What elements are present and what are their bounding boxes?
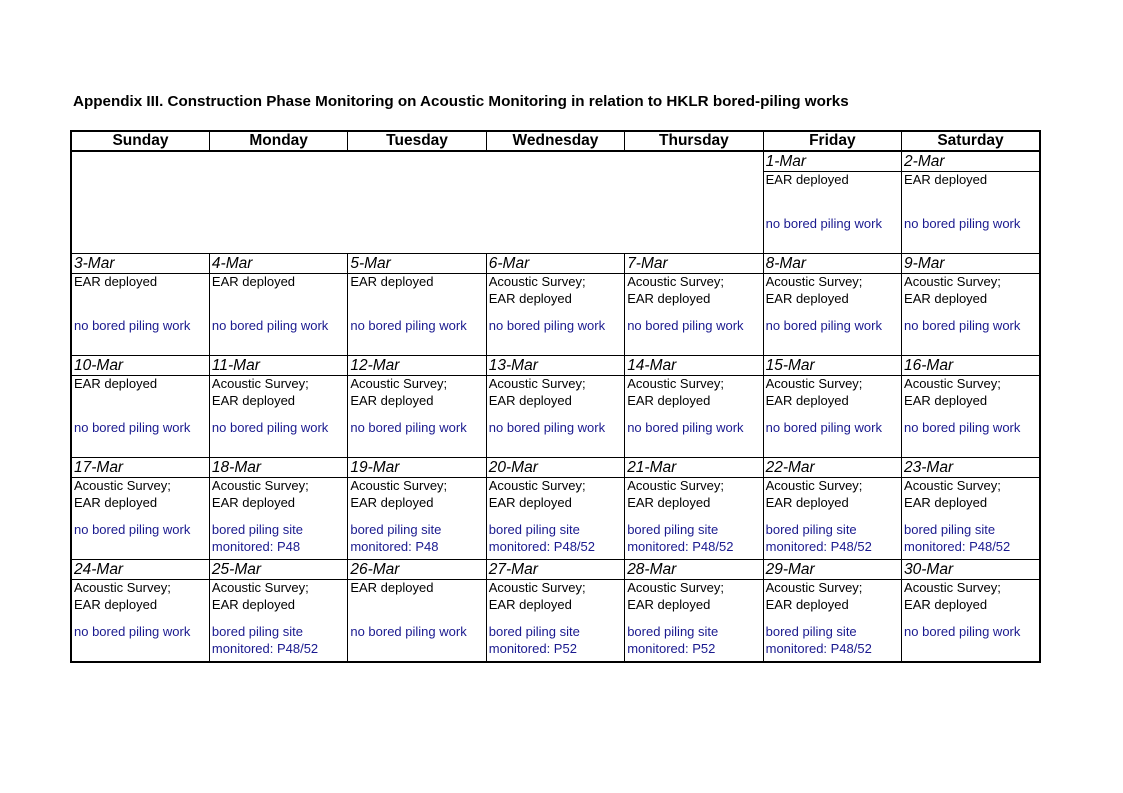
- day-piling-status-text: bored piling site monitored: P48/52: [765, 624, 872, 656]
- day-details-cell: [902, 580, 1040, 663]
- day-piling-status-text: no bored piling work: [74, 420, 191, 435]
- day-piling-status-text: no bored piling work: [904, 624, 1021, 639]
- weekday-header-sunday: Sunday: [71, 131, 209, 151]
- week-body-row: [71, 478, 1040, 560]
- day-piling-status-text: bored piling site monitored: P48/52: [211, 624, 319, 656]
- day-date-label: 1-Mar: [763, 151, 901, 172]
- monitoring-calendar-table: [70, 130, 1041, 663]
- day-activity-text: EAR deployed: [765, 172, 849, 187]
- day-piling-status-text: bored piling site monitored: P48/52: [627, 522, 734, 554]
- day-details-cell: [625, 274, 763, 356]
- day-date-label: 9-Mar: [902, 254, 1040, 274]
- weekday-header-saturday: Saturday: [902, 131, 1040, 151]
- day-details-cell: [902, 172, 1040, 254]
- week-body-row: [71, 580, 1040, 663]
- day-piling-status-text: no bored piling work: [488, 420, 606, 435]
- day-piling-status-text: no bored piling work: [488, 318, 606, 333]
- day-activity-text: Acoustic Survey; EAR deployed: [350, 478, 448, 510]
- day-activity-text: Acoustic Survey; EAR deployed: [904, 274, 1001, 306]
- day-activity-text: EAR deployed: [211, 274, 296, 289]
- day-activity-text: Acoustic Survey; EAR deployed: [488, 580, 586, 612]
- week-date-row: [71, 151, 1040, 172]
- day-details-cell: [209, 580, 347, 663]
- day-piling-status-text: no bored piling work: [350, 318, 467, 333]
- day-activity-text: EAR deployed: [350, 274, 434, 289]
- day-details-cell: [902, 274, 1040, 356]
- day-date-label: 22-Mar: [763, 458, 901, 478]
- day-piling-status-text: no bored piling work: [211, 420, 329, 435]
- week-body-row: [71, 274, 1040, 356]
- day-piling-status-text: bored piling site monitored: P48: [350, 522, 442, 554]
- weekday-header-monday: Monday: [209, 131, 347, 151]
- day-date-label: 13-Mar: [486, 356, 624, 376]
- day-details-cell: [71, 580, 209, 663]
- day-activity-text: Acoustic Survey; EAR deployed: [350, 376, 448, 408]
- day-details-cell: [348, 478, 486, 560]
- week-date-row: [71, 356, 1040, 376]
- day-activity-text: Acoustic Survey; EAR deployed: [904, 580, 1001, 612]
- empty-days-cell: [71, 151, 763, 254]
- day-details-cell: [209, 376, 347, 458]
- day-date-label: 23-Mar: [902, 458, 1040, 478]
- day-activity-text: Acoustic Survey; EAR deployed: [488, 376, 586, 408]
- day-activity-text: Acoustic Survey; EAR deployed: [211, 478, 309, 510]
- day-date-label: 18-Mar: [209, 458, 347, 478]
- day-activity-text: Acoustic Survey; EAR deployed: [627, 376, 725, 408]
- weekday-header-wednesday: Wednesday: [486, 131, 624, 151]
- day-activity-text: Acoustic Survey; EAR deployed: [904, 376, 1001, 408]
- day-activity-text: Acoustic Survey; EAR deployed: [74, 580, 171, 612]
- week-date-row: [71, 560, 1040, 580]
- day-details-cell: [348, 376, 486, 458]
- day-piling-status-text: no bored piling work: [211, 318, 329, 333]
- day-activity-text: Acoustic Survey; EAR deployed: [627, 478, 725, 510]
- day-piling-status-text: no bored piling work: [74, 624, 191, 639]
- day-piling-status-text: no bored piling work: [765, 216, 882, 231]
- day-date-label: 25-Mar: [209, 560, 347, 580]
- day-details-cell: [71, 274, 209, 356]
- day-details-cell: [625, 478, 763, 560]
- day-date-label: 29-Mar: [763, 560, 901, 580]
- day-activity-text: Acoustic Survey; EAR deployed: [74, 478, 171, 510]
- day-details-cell: [486, 274, 624, 356]
- day-activity-text: EAR deployed: [74, 274, 158, 289]
- day-details-cell: [625, 376, 763, 458]
- day-activity-text: Acoustic Survey; EAR deployed: [765, 274, 863, 306]
- day-date-label: 15-Mar: [763, 356, 901, 376]
- day-piling-status-text: bored piling site monitored: P48/52: [765, 522, 872, 554]
- day-date-label: 16-Mar: [902, 356, 1040, 376]
- day-piling-status-text: no bored piling work: [74, 318, 191, 333]
- day-piling-status-text: no bored piling work: [904, 420, 1021, 435]
- weekday-header-friday: Friday: [763, 131, 901, 151]
- day-details-cell: [486, 376, 624, 458]
- day-details-cell: [625, 580, 763, 663]
- day-activity-text: Acoustic Survey; EAR deployed: [488, 274, 586, 306]
- day-piling-status-text: no bored piling work: [904, 216, 1021, 231]
- day-piling-status-text: no bored piling work: [74, 522, 191, 537]
- day-piling-status-text: no bored piling work: [765, 420, 882, 435]
- weekday-header-thursday: Thursday: [625, 131, 763, 151]
- day-piling-status-text: bored piling site monitored: P48/52: [904, 522, 1011, 554]
- day-details-cell: [486, 580, 624, 663]
- day-details-cell: [486, 478, 624, 560]
- day-activity-text: Acoustic Survey; EAR deployed: [627, 274, 725, 306]
- day-details-cell: [209, 274, 347, 356]
- day-details-cell: [209, 478, 347, 560]
- day-piling-status-text: bored piling site monitored: P52: [488, 624, 580, 656]
- day-activity-text: EAR deployed: [74, 376, 158, 391]
- week-date-row: [71, 254, 1040, 274]
- day-activity-text: Acoustic Survey; EAR deployed: [765, 376, 863, 408]
- day-piling-status-text: no bored piling work: [765, 318, 882, 333]
- day-details-cell: [71, 478, 209, 560]
- day-date-label: 24-Mar: [71, 560, 209, 580]
- day-date-label: 10-Mar: [71, 356, 209, 376]
- day-activity-text: Acoustic Survey; EAR deployed: [488, 478, 586, 510]
- weekday-header-row: [71, 131, 1040, 151]
- day-date-label: 20-Mar: [486, 458, 624, 478]
- day-date-label: 6-Mar: [486, 254, 624, 274]
- day-date-label: 4-Mar: [209, 254, 347, 274]
- day-date-label: 26-Mar: [348, 560, 486, 580]
- day-date-label: 5-Mar: [348, 254, 486, 274]
- week-date-row: [71, 458, 1040, 478]
- day-activity-text: Acoustic Survey; EAR deployed: [211, 580, 309, 612]
- day-piling-status-text: bored piling site monitored: P48: [211, 522, 303, 554]
- day-activity-text: EAR deployed: [350, 580, 434, 595]
- day-date-label: 30-Mar: [902, 560, 1040, 580]
- day-details-cell: [902, 376, 1040, 458]
- day-details-cell: [71, 376, 209, 458]
- day-date-label: 21-Mar: [625, 458, 763, 478]
- week-body-row: [71, 376, 1040, 458]
- day-date-label: 17-Mar: [71, 458, 209, 478]
- day-details-cell: [763, 376, 901, 458]
- day-piling-status-text: no bored piling work: [627, 420, 744, 435]
- day-piling-status-text: bored piling site monitored: P52: [627, 624, 719, 656]
- day-date-label: 28-Mar: [625, 560, 763, 580]
- day-date-label: 27-Mar: [486, 560, 624, 580]
- day-activity-text: Acoustic Survey; EAR deployed: [765, 580, 863, 612]
- day-activity-text: EAR deployed: [904, 172, 988, 187]
- day-piling-status-text: no bored piling work: [350, 624, 467, 639]
- day-piling-status-text: no bored piling work: [904, 318, 1021, 333]
- day-details-cell: [348, 580, 486, 663]
- day-date-label: 7-Mar: [625, 254, 763, 274]
- calendar-body: [71, 151, 1040, 662]
- day-details-cell: [763, 580, 901, 663]
- day-details-cell: [902, 478, 1040, 560]
- day-activity-text: Acoustic Survey; EAR deployed: [211, 376, 309, 408]
- weekday-header-tuesday: Tuesday: [348, 131, 486, 151]
- day-piling-status-text: bored piling site monitored: P48/52: [488, 522, 595, 554]
- day-piling-status-text: no bored piling work: [350, 420, 467, 435]
- day-date-label: 2-Mar: [902, 151, 1040, 172]
- day-activity-text: Acoustic Survey; EAR deployed: [765, 478, 863, 510]
- day-date-label: 19-Mar: [348, 458, 486, 478]
- day-date-label: 11-Mar: [209, 356, 347, 376]
- day-details-cell: [763, 172, 901, 254]
- day-details-cell: [763, 274, 901, 356]
- day-details-cell: [348, 274, 486, 356]
- page-title: Appendix III. Construction Phase Monitoring on Acoustic Monitoring in relation to HKLR bored-piling works: [73, 93, 849, 110]
- day-date-label: 3-Mar: [71, 254, 209, 274]
- day-date-label: 14-Mar: [625, 356, 763, 376]
- day-details-cell: [763, 478, 901, 560]
- day-date-label: 12-Mar: [348, 356, 486, 376]
- day-date-label: 8-Mar: [763, 254, 901, 274]
- day-piling-status-text: no bored piling work: [627, 318, 744, 333]
- day-activity-text: Acoustic Survey; EAR deployed: [627, 580, 725, 612]
- day-activity-text: Acoustic Survey; EAR deployed: [904, 478, 1001, 510]
